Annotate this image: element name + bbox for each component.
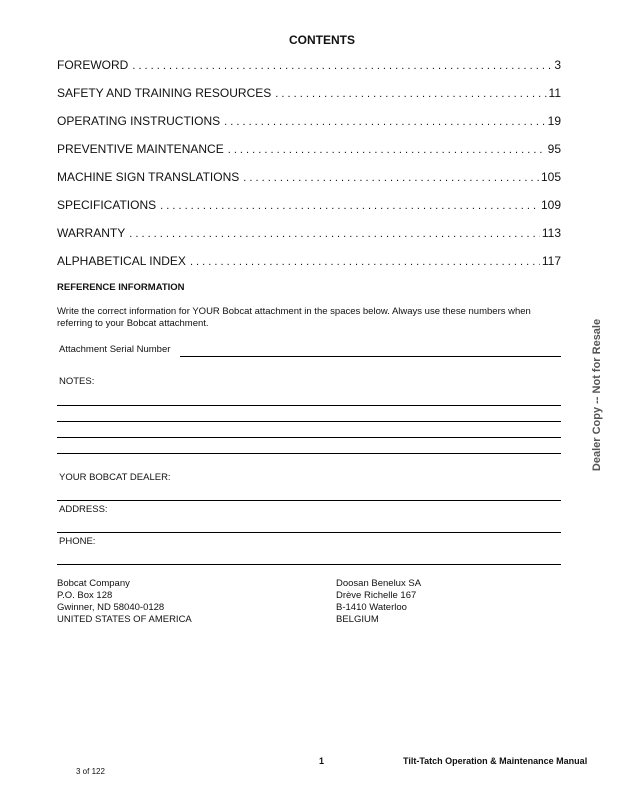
toc-page-number: 113 bbox=[541, 226, 561, 240]
address-line: Bobcat Company bbox=[57, 578, 130, 589]
toc-entry-safety[interactable] bbox=[57, 86, 561, 114]
toc-label: MACHINE SIGN TRANSLATIONS bbox=[57, 170, 240, 184]
address-line: Gwinner, ND 58040-0128 bbox=[57, 602, 165, 613]
table-of-contents bbox=[57, 58, 561, 282]
toc-label: WARRANTY bbox=[57, 226, 126, 240]
doosan-address bbox=[336, 578, 421, 626]
toc-leader-dots bbox=[129, 228, 540, 240]
address-line: P.O. Box 128 bbox=[57, 590, 113, 601]
toc-label: SAFETY AND TRAINING RESOURCES bbox=[57, 86, 272, 100]
toc-label: ALPHABETICAL INDEX bbox=[57, 254, 186, 268]
toc-leader-dots bbox=[228, 144, 546, 156]
toc-entry-sign-translations[interactable] bbox=[57, 170, 561, 198]
footer-page-number: 1 bbox=[319, 756, 325, 766]
toc-page-number: 19 bbox=[547, 114, 561, 128]
contents-title: CONTENTS bbox=[289, 33, 355, 47]
address-label: ADDRESS: bbox=[59, 504, 108, 515]
toc-leader-dots bbox=[132, 60, 552, 72]
notes-label: NOTES: bbox=[59, 376, 95, 387]
toc-leader-dots bbox=[190, 256, 540, 268]
phone-label: PHONE: bbox=[59, 536, 96, 547]
toc-page-number: 11 bbox=[548, 86, 561, 100]
notes-line-1[interactable] bbox=[57, 405, 561, 406]
footer-manual-title: Tilt-Tatch Operation & Maintenance Manual bbox=[403, 756, 588, 766]
address-line: Drève Richelle 167 bbox=[336, 590, 417, 601]
reference-heading: REFERENCE INFORMATION bbox=[57, 282, 185, 293]
toc-entry-index[interactable] bbox=[57, 254, 561, 282]
toc-entry-specifications[interactable] bbox=[57, 198, 561, 226]
toc-leader-dots bbox=[224, 116, 546, 128]
address-line: B-1410 Waterloo bbox=[336, 602, 407, 613]
notes-line-4[interactable] bbox=[57, 453, 561, 454]
toc-page-number: 109 bbox=[540, 198, 561, 212]
footer-page-count: 3 of 122 bbox=[76, 767, 105, 776]
bobcat-address bbox=[57, 578, 192, 626]
toc-page-number: 117 bbox=[541, 254, 561, 268]
dealer-field[interactable] bbox=[57, 500, 561, 501]
toc-entry-operating[interactable] bbox=[57, 114, 561, 142]
dealer-label: YOUR BOBCAT DEALER: bbox=[59, 472, 171, 483]
toc-entry-warranty[interactable] bbox=[57, 226, 561, 254]
toc-entry-maintenance[interactable] bbox=[57, 142, 561, 170]
serial-number-field[interactable] bbox=[180, 356, 561, 357]
toc-entry-foreword[interactable] bbox=[57, 58, 561, 86]
toc-label: OPERATING INSTRUCTIONS bbox=[57, 114, 221, 128]
reference-instructions: Write the correct information for YOUR Bobcat attachment in the spaces below. Always use these numbers when referring to your Bobcat attachment. bbox=[57, 306, 531, 329]
toc-page-number: 105 bbox=[540, 170, 561, 184]
toc-leader-dots bbox=[160, 200, 539, 212]
toc-leader-dots bbox=[275, 88, 546, 100]
address-line: BELGIUM bbox=[336, 614, 379, 625]
toc-page-number: 3 bbox=[554, 58, 561, 72]
toc-label: SPECIFICATIONS bbox=[57, 198, 157, 212]
address-field[interactable] bbox=[57, 532, 561, 533]
address-line: UNITED STATES OF AMERICA bbox=[57, 614, 192, 625]
toc-label: FOREWORD bbox=[57, 58, 129, 72]
address-line: Doosan Benelux SA bbox=[336, 578, 422, 589]
serial-number-label: Attachment Serial Number bbox=[59, 344, 171, 355]
notes-line-3[interactable] bbox=[57, 437, 561, 438]
toc-page-number: 95 bbox=[547, 142, 561, 156]
phone-field[interactable] bbox=[57, 564, 561, 565]
toc-leader-dots bbox=[243, 172, 539, 184]
notes-line-2[interactable] bbox=[57, 421, 561, 422]
toc-label: PREVENTIVE MAINTENANCE bbox=[57, 142, 224, 156]
watermark-text: Dealer Copy -- Not for Resale bbox=[591, 318, 603, 472]
